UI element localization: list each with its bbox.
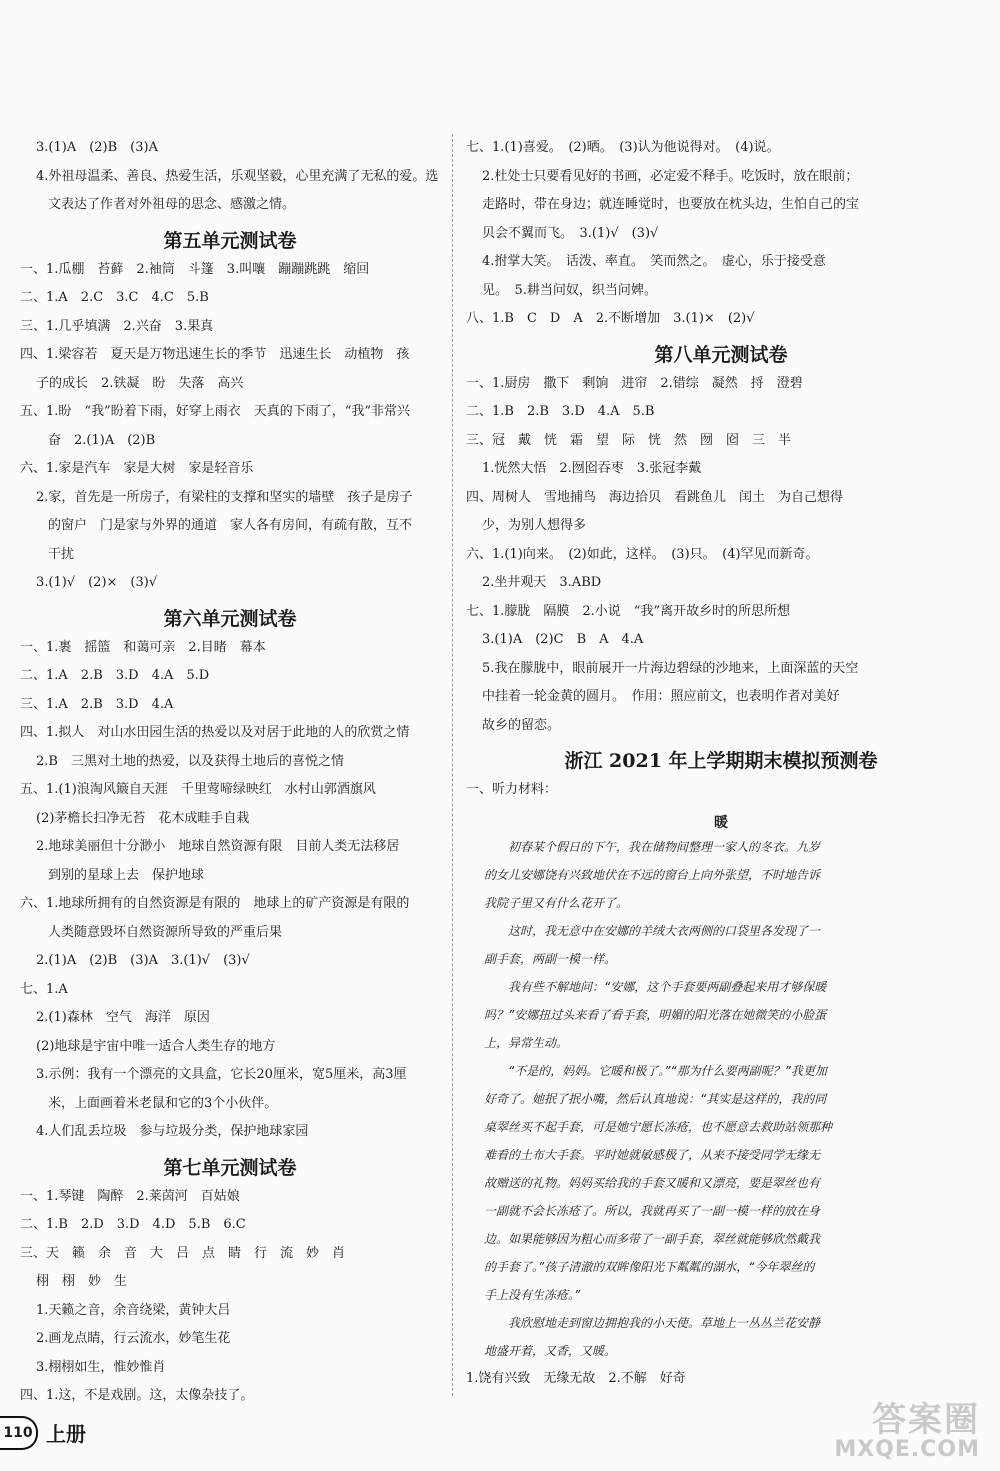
answer-line: 四、周树人 雪地捕鸟 海边拾贝 看跳鱼儿 闰土 为自己想得 [466, 489, 844, 505]
answer-line: 4.拊掌大笑。 话泼、率直。 笑而然之。 虚心，乐于接受意 [482, 254, 826, 269]
answer-line: 一、1.琴键 陶醉 2.莱茵河 百姑娘 [20, 1188, 240, 1204]
answer-line: 2.坐井观天 3.ABD [482, 575, 602, 590]
answer-line: 2.杜处士只要看见好的书画，必定爱不释手。吃饭时，放在眼前； [482, 168, 859, 184]
story-line: 上，异常生动。 [484, 1035, 569, 1050]
answer-line: 3.(1)A (2)C B A 4.A [482, 632, 644, 647]
answer-line: 2.地球美丽但十分渺小 地球自然资源有限 目前人类无法移居 [36, 839, 400, 854]
watermark-url: MXQE.COM [834, 1437, 980, 1462]
answer-line: 1.饶有兴致 无缘无故 2.不解 好奇 [466, 1370, 686, 1386]
left-column [20, 138, 440, 1415]
story-line: 边。如果能够因为粗心而多带了一副手套，翠丝就能够欣然戴我 [484, 1231, 821, 1246]
section-heading: 第六单元测试卷 [163, 607, 297, 630]
answer-line: 人类随意毁坏自然资源所导致的严重后果 [48, 924, 283, 940]
column-divider [452, 134, 453, 1396]
story-line: 我院子里又有什么花开了。 [484, 895, 629, 910]
answer-line: 1.恍然大悟 2.囫囵吞枣 3.张冠李戴 [482, 461, 702, 476]
answer-line: 3.示例：我有一个漂亮的文具盒，它长20厘米，宽5厘米，高3厘 [36, 1067, 407, 1082]
answer-line: 四、1.这，不是戏剧。这，太像杂技了。 [20, 1388, 254, 1403]
answer-line: 七、1.A [20, 981, 68, 997]
story-line: 地盛开着，又香，又暖。 [484, 1343, 617, 1358]
answer-line: 栩 栩 妙 生 [36, 1274, 128, 1289]
answer-line: 二、1.B 2.B 3.D 4.A 5.B [466, 404, 655, 419]
answer-line: 贝会不翼而飞。 3.(1)√ (3)√ [482, 225, 659, 241]
answer-line: 五、1.盼 “我”盼着下雨，好穿上雨衣 天真的下雨了，“我”非常兴 [20, 404, 410, 419]
answer-line: 少，为别人想得多 [482, 518, 587, 533]
story-line: 我有些不解地问：“安娜，这个手套要两副叠起来用才够保暖 [508, 979, 827, 994]
answer-line: 奋 2.(1)A (2)B [48, 432, 156, 448]
story-line: 初春某个假日的下午，我在储物间整理一家人的冬衣。九岁 [508, 839, 821, 854]
answer-line: 七、1.(1)喜爱。 (2)晒。 (3)认为他说得对。 (4)说。 [466, 140, 780, 155]
answer-line: 二、1.A 2.B 3.D 4.A 5.D [20, 668, 210, 683]
answer-line: 的窗户 门是家与外界的通道 家人各有房间，有疏有散，互不 [48, 518, 413, 533]
answer-line: 一、1.厨房 撒下 剩饷 进帘 2.错综 凝然 捋 澄碧 [466, 375, 803, 391]
answer-line: 四、1.梁容若 夏天是万物迅速生长的季节 迅速生长 动植物 孩 [20, 347, 410, 362]
story-title: 暖 [714, 814, 728, 831]
story-line: 的女儿安娜饶有兴致地伏在不远的窗台上向外张望，不时地告诉 [484, 867, 821, 882]
story-line: 故赠送的礼物。妈妈买给我的手套又暖和又漂亮，要是翠丝也有 [484, 1175, 821, 1190]
answer-line: 米，上面画着米老鼠和它的3个小伙伴。 [48, 1095, 278, 1111]
story-line: 吗？”安娜扭过头来看了看手套，明媚的阳光落在她微笑的小脸蛋 [484, 1007, 827, 1022]
answer-line: 2.(1)A (2)B (3)A 3.(1)√ (3)√ [36, 953, 250, 968]
answer-line: 1.天籁之音，余音绕梁，黄钟大吕 [36, 1302, 231, 1318]
answer-line: 一、听力材料： [466, 782, 558, 797]
section-heading: 第七单元测试卷 [163, 1156, 297, 1179]
answer-line: 八、1.B C D A 2.不断增加 3.(1)× (2)√ [466, 311, 755, 326]
story-line: 手上没有生冻疮。” [484, 1287, 581, 1302]
section-heading: 第五单元测试卷 [163, 229, 297, 252]
answer-line: 子的成长 2.铁凝 盼 失落 高兴 [36, 375, 244, 391]
answer-line: 一、1.裹 摇篮 和蔼可亲 2.目睹 幕本 [20, 639, 266, 655]
answer-line: 六、1.家是汽车 家是大树 家是轻音乐 [20, 461, 254, 476]
answer-line: 二、1.A 2.C 3.C 4.C 5.B [20, 290, 209, 305]
story-line: 一副就不会长冻疮了。所以，我就再买了一副一模一样的放在身 [484, 1203, 821, 1218]
story-line: 的手套了。”孩子清澈的双眸像阳光下粼粼的湖水，“今年翠丝的 [484, 1259, 815, 1274]
answer-line: 文表达了作者对外祖母的思念、感激之情。 [48, 197, 296, 212]
answer-line: 2.画龙点睛，行云流水，妙笔生花 [36, 1331, 231, 1346]
story-line: 桌翠丝买不起手套，可是她宁愿长冻疮，也不愿意去救助站领那种 [484, 1119, 833, 1134]
answer-line: 4.外祖母温柔、善良、热爱生活，乐观坚毅，心里充满了无私的爱。选 [36, 168, 439, 184]
volume-label: 上册 [46, 1422, 86, 1446]
answer-line: 一、1.瓜棚 苔藓 2.袖筒 斗篷 3.叫嚷 蹦蹦跳跳 缩回 [20, 261, 370, 277]
watermark-text: 答案圈 [872, 1400, 980, 1440]
answer-line: (2)茅檐长扫净无苔 花木成畦手自栽 [36, 810, 250, 826]
answer-line: 四、1.拟人 对山水田园生活的热爱以及对居于此地的人的欣赏之情 [20, 725, 410, 740]
story-line: 好奇了。她抿了抿小嘴，然后认真地说：“其实是这样的，我的同 [484, 1091, 827, 1106]
right-column [466, 138, 976, 1397]
answer-line: 故乡的留恋。 [482, 717, 561, 733]
answer-line: 中挂着一轮金黄的圆月。 作用：照应前文，也表明作者对美好 [482, 689, 840, 704]
answer-line: 三、1.几乎填满 2.兴奋 3.果真 [20, 318, 214, 334]
answer-line: 六、1.地球所拥有的自然资源是有限的 地球上的矿产资源是有限的 [20, 896, 410, 911]
answer-line: 2.B 三黑对土地的热爱，以及获得土地后的喜悦之情 [36, 753, 344, 769]
answer-line: 4.人们乱丢垃圾 参与垃圾分类，保护地球家园 [36, 1124, 309, 1139]
page-number: 110 [0, 1416, 38, 1450]
answer-line: 2.(1)森林 空气 海洋 原因 [36, 1010, 210, 1025]
page-footer [0, 1412, 200, 1452]
answer-line: 2.家，首先是一所房子，有梁柱的支撑和坚实的墙壁 孩子是房子 [36, 489, 413, 505]
story-line: 这时，我无意中在安娜的羊绒大衣两侧的口袋里各发现了一 [508, 923, 821, 938]
story-line: 我欣慰地走到窗边拥抱我的小天使。草地上一丛丛兰花安静 [508, 1315, 821, 1330]
section-heading: 浙江 2021 年上学期期末模拟预测卷 [564, 750, 878, 772]
story-line: “不是的，妈妈。它暖和极了。”“那为什么要两副呢？”我更加 [508, 1063, 827, 1078]
section-heading: 第八单元测试卷 [654, 343, 788, 366]
answer-line: 五、1.(1)浪淘风簸自天涯 千里莺啼绿映红 水村山郭酒旗风 [20, 782, 376, 797]
answer-line: 见。 5.耕当问奴，织当问婢。 [482, 282, 657, 298]
answer-line: 二、1.B 2.D 3.D 4.D 5.B 6.C [20, 1217, 246, 1232]
answer-line: (2)地球是宇宙中唯一适合人类生存的地方 [36, 1038, 276, 1054]
answer-line: 3.(1)A (2)B (3)A [36, 140, 158, 155]
answer-line: 三、冠 戴 恍 霜 望 际 恍 然 囫 囵 三 半 [466, 432, 792, 448]
story-line: 副手套，两副一模一样。 [484, 951, 617, 966]
answer-line: 干扰 [48, 546, 75, 562]
story-line: 难看的土布大手套。平时她就敏感极了，从来不接受同学无缘无 [484, 1147, 821, 1162]
watermark-logo [780, 1392, 980, 1462]
answer-line: 七、1.朦胧 隔膜 2.小说 “我”离开故乡时的所思所想 [466, 603, 791, 619]
answer-line: 三、天 籁 余 音 大 吕 点 睛 行 流 妙 肖 [20, 1245, 346, 1261]
answer-line: 走路时，带在身边；就连睡觉时，也要放在枕头边，生怕自己的宝 [482, 197, 860, 212]
answer-line: 3.(1)√ (2)× (3)√ [36, 575, 158, 590]
answer-line: 3.栩栩如生，惟妙惟肖 [36, 1359, 166, 1375]
answer-line: 到别的星球上去 保护地球 [48, 867, 205, 883]
answer-line: 5.我在朦胧中，眼前展开一片海边碧绿的沙地来，上面深蓝的天空 [482, 660, 859, 676]
answer-line: 六、1.(1)向来。 (2)如此，这样。 (3)只。 (4)罕见而新奇。 [466, 546, 819, 562]
answer-line: 三、1.A 2.B 3.D 4.A [20, 696, 174, 712]
